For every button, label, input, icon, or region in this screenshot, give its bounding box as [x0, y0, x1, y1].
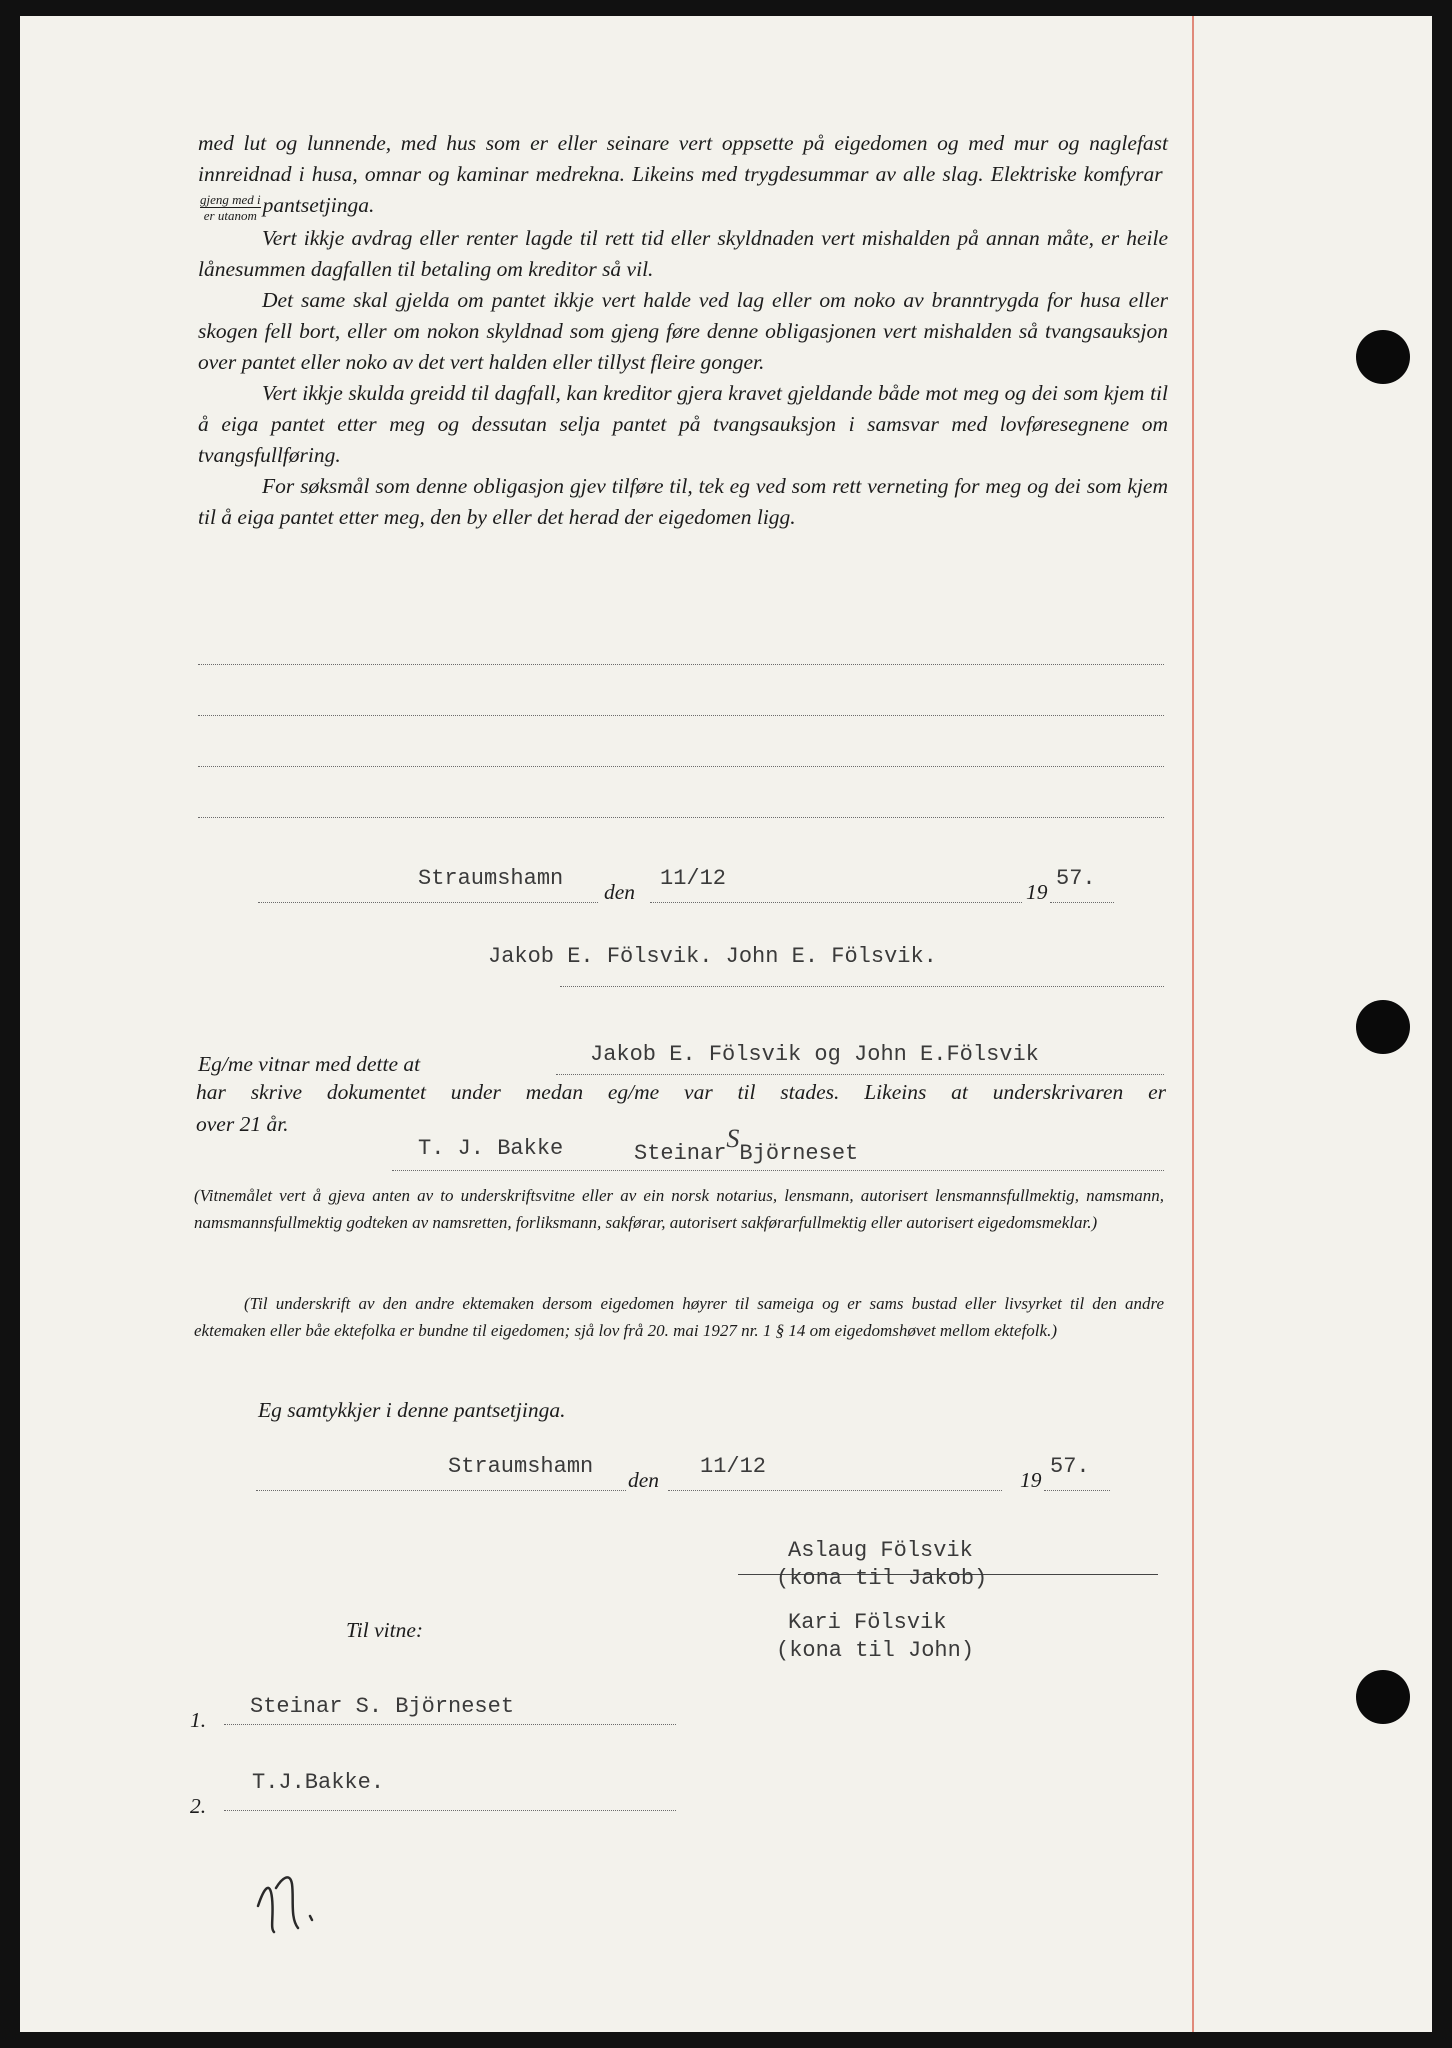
debtor-signature-line: [560, 986, 1164, 987]
spouse-2-name: Kari Fölsvik: [788, 1610, 947, 1635]
witness-subject-names: Jakob E. Fölsvik og John E.Fölsvik: [590, 1042, 1039, 1067]
witness-line-3: over 21 år.: [196, 1112, 289, 1136]
blank-line-3: [198, 766, 1164, 767]
year-suffix-1: 57.: [1056, 866, 1096, 891]
punch-hole-top: [1356, 330, 1410, 384]
witness-signature-line: [392, 1170, 1164, 1171]
blank-line-1: [198, 664, 1164, 665]
place-2: Straumshamn: [448, 1454, 594, 1479]
terms-paragraph-5: For søksmål som denne obligasjon gjev tilføre til, tek eg ved som rett verneting for meg og dei som kjem til å eiga pantet etter meg, den by eller det herad der eigedomen ligg.: [198, 473, 1168, 529]
witness-name-2: T.J.Bakke.: [252, 1770, 385, 1795]
witness-name-1: Steinar S. Björneset: [250, 1694, 515, 1719]
date-line-1: [650, 902, 1022, 903]
spouse-1-note: (kona til Jakob): [776, 1566, 988, 1591]
consent-statement: Eg samtykkjer i denne pantsetjinga.: [258, 1398, 566, 1422]
witness-line-2: har skrive dokumentet under medan eg/me var til stades. Likeins at underskrivaren er: [196, 1080, 1166, 1104]
witness-signature-steinar: SteinarSBjörneset: [634, 1124, 859, 1166]
date-1: 11/12: [660, 866, 727, 891]
witness-number-1: 1.: [190, 1708, 207, 1732]
year-prefix-1: 19: [1026, 880, 1048, 904]
place-1: Straumshamn: [418, 866, 564, 891]
handwritten-initials-mark: [252, 1858, 362, 1938]
date-2: 11/12: [700, 1454, 767, 1479]
option-fraction: $\frac{\text{gjeng med i}}{\text{er utanom}}$: [200, 191, 261, 223]
spouse-signature-note: (Til underskrift av den andre ektemaken dersom eigedomen høyrer til sameiga og er sams bustad eller livsyrket til den andre ektemaken eller båe ektefolka er bundne til eigedomen; sjå lov frå 20. mai 1927 nr. 1 § 14 om eigedomshøvet mellom ektefolk.): [194, 1294, 1164, 1340]
witness-signature-bakke: T. J. Bakke: [418, 1136, 564, 1161]
blank-line-4: [198, 817, 1164, 818]
debtor-signatures: Jakob E. Fölsvik. John E. Fölsvik.: [488, 944, 937, 969]
blank-line-2: [198, 715, 1164, 716]
year-line-2: [1044, 1490, 1110, 1491]
witness-line-1: [224, 1724, 676, 1725]
punch-hole-middle: [1356, 1000, 1410, 1054]
punch-hole-bottom: [1356, 1670, 1410, 1724]
witness-intro: Eg/me vitnar med dette at: [198, 1052, 421, 1076]
witness-names-line: [556, 1074, 1164, 1075]
year-prefix-2: 19: [1020, 1468, 1042, 1492]
place-line-1: [258, 902, 598, 903]
year-suffix-2: 57.: [1050, 1454, 1090, 1479]
terms-paragraph-4: Vert ikkje skulda greidd til dagfall, kan kreditor gjera kravet gjeldande både mot meg og dei som kjem til å eiga pantet etter meg og dessutan selja pantet på tvangsauksjon i samsvar med lovføresegnene om tvangsfullføring.: [198, 380, 1168, 467]
terms-paragraph-3: Det same skal gjelda om pantet ikkje vert halde ved lag eller om noko av branntrygda for husa eller skogen fell bort, eller om nokon skyldnad som gjeng føre denne obligasjonen vert mishalden så tvangsauksjon over pantet eller noko av det vert halden eller tillyst fleire gonger.: [198, 287, 1168, 374]
witness-instructions-note: (Vitnemålet vert å gjeva anten av to underskriftsvitne eller av ein norsk notarius, lensmann, autorisert lensmannsfullmektig, namsmann, namsmannsfullmektig godteken av namsretten, forliksmann, sakførar, autorisert sakførarfullmektig eller autorisert eigedomsmeklar.): [194, 1186, 1164, 1232]
mortgage-terms: [198, 128, 1168, 533]
terms-paragraph-2: Vert ikkje avdrag eller renter lagde til rett tid eller skyldnaden vert mishalden på annan måte, er heile lånesummen dagfallen til betaling om kreditor så vil.: [198, 225, 1168, 281]
den-label-1: den: [604, 880, 636, 904]
witness-line-2: [224, 1810, 676, 1811]
spouse-2-note: (kona til John): [776, 1638, 975, 1663]
witness-number-2: 2.: [190, 1794, 207, 1818]
place-line-2: [256, 1490, 626, 1491]
den-label-2: den: [628, 1468, 660, 1492]
terms-paragraph-1: med lut og lunnende, med hus som er eller seinare vert oppsette på eigedomen og med mur og naglefast innreidnad i husa, omnar og kaminar medrekna. Likeins med trygdesummar av alle slag. Elektriske komfyrar $\frac{\text{gjeng med i}}{\text{er utanom}}$ pantsetjinga.: [198, 131, 1168, 223]
date-line-2: [668, 1490, 1002, 1491]
year-line-1: [1050, 902, 1114, 903]
witnesses-label: Til vitne:: [346, 1618, 424, 1642]
spouse-1-name: Aslaug Fölsvik: [788, 1538, 973, 1563]
margin-line: [1192, 16, 1194, 2032]
handwritten-initial: S: [726, 1124, 740, 1153]
